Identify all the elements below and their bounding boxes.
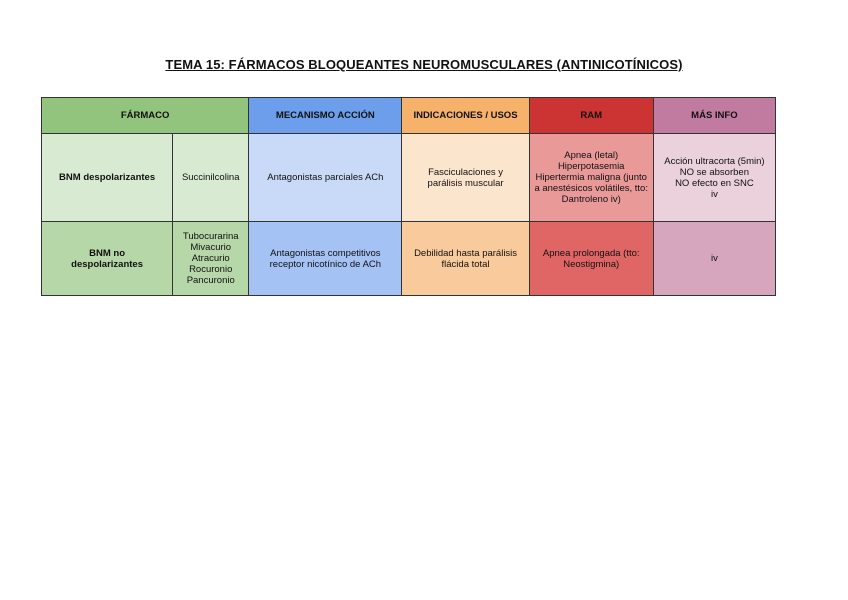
header-farmaco: FÁRMACO <box>42 98 249 134</box>
drug-list-cell: Tubocurarina Mivacurio Atracurio Rocuronio Pancuronio <box>173 222 249 296</box>
table-row <box>42 222 776 296</box>
header-info: MÁS INFO <box>653 98 775 134</box>
adverse-reactions-cell: Apnea (letal) Hiperpotasemia Hipertermia maligna (junto a anestésicos volátiles, tto: Dantroleno iv) <box>529 134 653 222</box>
more-info-cell: Acción ultracorta (5min) NO se absorben NO efecto en SNC iv <box>653 134 775 222</box>
adverse-reactions-cell: Apnea prolongada (tto: Neostigmina) <box>529 222 653 296</box>
header-indicaciones: INDICACIONES / USOS <box>402 98 529 134</box>
table-header-row <box>42 98 776 134</box>
table-row <box>42 134 776 222</box>
indications-cell: Debilidad hasta parálisis flácida total <box>402 222 529 296</box>
header-mecanismo: MECANISMO ACCIÓN <box>249 98 402 134</box>
drug-table <box>41 97 776 296</box>
header-ram: RAM <box>529 98 653 134</box>
mechanism-cell: Antagonistas parciales ACh <box>249 134 402 222</box>
drug-group-cell: BNM despolarizantes <box>42 134 173 222</box>
more-info-cell: iv <box>653 222 775 296</box>
page-title: TEMA 15: FÁRMACOS BLOQUEANTES NEUROMUSCULARES (ANTINICOTÍNICOS) <box>165 57 683 72</box>
drug-group-cell: BNM no despolarizantes <box>42 222 173 296</box>
mechanism-cell: Antagonistas competitivos receptor nicotínico de ACh <box>249 222 402 296</box>
indications-cell: Fasciculaciones y parálisis muscular <box>402 134 529 222</box>
drug-list-cell: Succinilcolina <box>173 134 249 222</box>
